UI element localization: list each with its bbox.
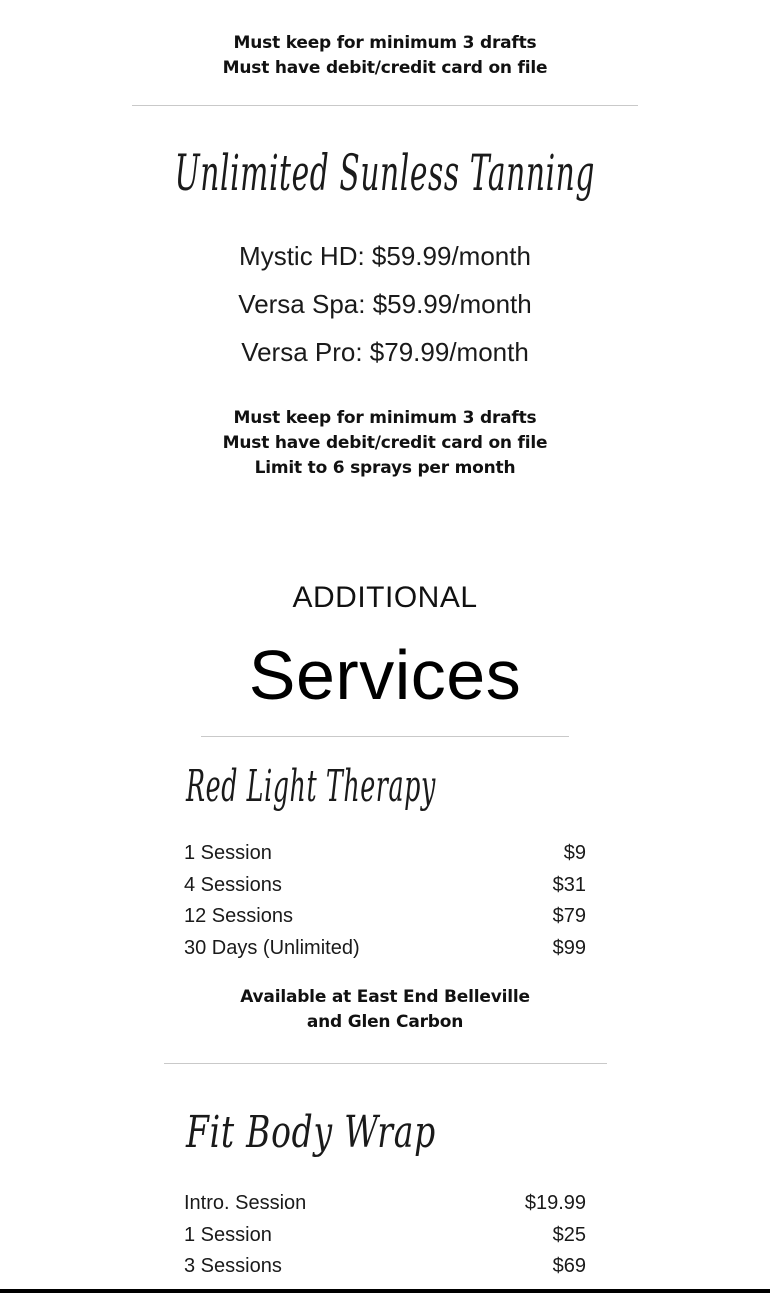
- note-line: Must keep for minimum 3 drafts: [233, 33, 537, 53]
- service-label: 4 Sessions: [184, 873, 282, 896]
- price-versa-spa: Versa Spa: $59.99/month: [238, 289, 532, 319]
- bottom-border: [0, 1289, 770, 1293]
- service-label: 3 Sessions: [184, 1255, 282, 1278]
- price-row: [184, 870, 586, 902]
- note-line: Available at East End Belleville: [240, 987, 530, 1007]
- price-row: [184, 1251, 586, 1283]
- service-label: 30 Days (Unlimited): [184, 937, 360, 960]
- membership-notes: [0, 31, 770, 81]
- service-label: 1 Session: [184, 1223, 272, 1246]
- section-title: Services: [248, 636, 522, 714]
- unlimited-sunless-heading: Unlimited Sunless Tanning: [174, 144, 596, 202]
- fit-body-wrap-heading: Fit Body Wrap: [186, 1107, 437, 1158]
- note-line: Limit to 6 sprays per month: [254, 458, 516, 478]
- fit-body-price-list: [184, 1188, 586, 1283]
- section-kicker: ADDITIONAL: [292, 581, 478, 614]
- note-line: Must keep for minimum 3 drafts: [233, 408, 537, 428]
- service-price: $99: [552, 937, 586, 960]
- service-label: 1 Session: [184, 842, 272, 865]
- service-price: $9: [563, 842, 586, 865]
- price-row: [184, 1220, 586, 1252]
- price-mystic-hd: Mystic HD: $59.99/month: [239, 241, 531, 271]
- price-versa-pro: Versa Pro: $79.99/month: [241, 337, 529, 367]
- service-price: $79: [552, 905, 586, 928]
- service-label: Intro. Session: [184, 1192, 307, 1215]
- red-light-therapy-heading: Red Light Therapy: [186, 761, 436, 812]
- price-row: [184, 901, 586, 933]
- red-light-availability-note: [0, 985, 770, 1035]
- red-light-price-list: [184, 838, 586, 964]
- note-line: Must have debit/credit card on file: [222, 433, 548, 453]
- service-price: $25: [552, 1223, 586, 1246]
- service-label: 12 Sessions: [184, 905, 293, 928]
- service-price: $31: [552, 873, 586, 896]
- service-price: $19.99: [524, 1192, 586, 1215]
- note-line: and Glen Carbon: [306, 1012, 464, 1032]
- unlimited-sunless-heading-wrap: [0, 128, 770, 218]
- price-row: [184, 933, 586, 965]
- note-line: Must have debit/credit card on file: [222, 58, 548, 78]
- price-row: [184, 838, 586, 870]
- section-divider: [132, 105, 638, 106]
- price-row: [184, 1188, 586, 1220]
- section-divider: [201, 736, 569, 737]
- section-divider: [164, 1063, 607, 1064]
- unlimited-sunless-notes: [0, 406, 770, 481]
- service-price: $69: [552, 1255, 586, 1278]
